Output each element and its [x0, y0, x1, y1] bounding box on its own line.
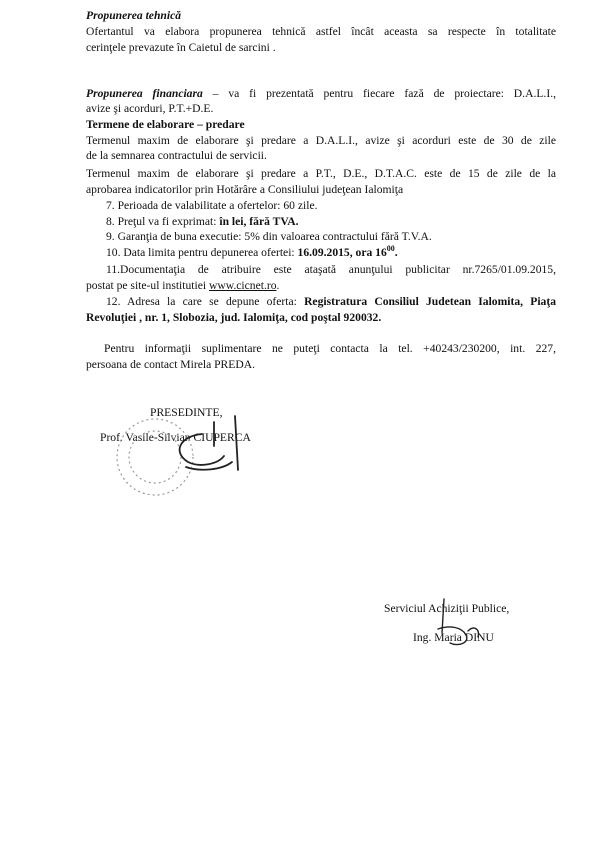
department-signer-name: Ing. Maria DINU — [413, 631, 494, 644]
item-10-date-text: 16.09.2015, ora 16 — [297, 246, 387, 259]
official-stamp — [110, 412, 310, 507]
termene-p1-line1: Termenul maxim de elaborare şi predare a D.A.L.I., avize şi acorduri este de 30 de zile — [86, 134, 556, 147]
financiara-heading: Propunerea financiara — [86, 87, 203, 100]
tehnica-text-line2: cerinţele prevazute în Caietul de sarcini . — [86, 41, 276, 54]
item-12-text: 12. Adresa la care se depune oferta: — [106, 295, 305, 308]
item-11-line1: 11.Documentaţia de atribuire este ataşată anunţului publicitar nr.7265/01.09.2015, — [106, 263, 556, 276]
item-11-line2-text: postat pe site-ul institutiei — [86, 279, 210, 292]
item-10-date — [298, 246, 398, 259]
termene-heading: Termene de elaborare – predare — [86, 118, 245, 131]
item-10 — [106, 245, 398, 260]
item-10-sup: 00 — [386, 244, 395, 253]
item-10-text: 10. Data limita pentru depunerea ofertei: — [106, 246, 298, 259]
contact-line2: persoana de contact Mirela PREDA. — [86, 358, 256, 371]
item-12-line2: Revoluţiei , nr. 1, Slobozia, jud. Ialomiţa, cod poştal 920032. — [86, 311, 382, 324]
item-8-bold: în lei, fără TVA. — [219, 215, 299, 228]
termene-p1-line2: de la semnarea contractului de servicii. — [86, 149, 267, 162]
financiara-line1 — [86, 86, 556, 101]
department-title: Serviciul Achiziţii Publice, — [384, 602, 510, 615]
item-11-line2 — [86, 278, 279, 293]
signature-scribble — [430, 585, 500, 655]
website-link[interactable]: www.cicnet.ro — [209, 279, 277, 292]
financiara-line1-text: – va fi prezentată pentru fiecare fază de proiectare: D.A.L.I., — [202, 87, 556, 100]
item-9: 9. Garanţia de buna executie: 5% din valoarea contractului fără T.V.A. — [106, 230, 432, 243]
tehnica-text-line1: Ofertantul va elabora propunerea tehnică astfel încât aceasta sa respecte în totalitate — [86, 25, 556, 38]
president-title: PRESEDINTE, — [150, 406, 223, 419]
item-12-line1 — [106, 294, 556, 309]
item-8-text: 8. Preţul va fi exprimat: — [106, 215, 220, 228]
termene-p2-line2: aprobarea indicatorilor prin Hotărâre a Consiliului judeţean Ialomiţa — [86, 183, 404, 196]
item-7: 7. Perioada de valabilitate a ofertelor: 60 zile. — [106, 199, 318, 212]
contact-line1: Pentru informaţii suplimentare ne puteţi contacta la tel. +40243/230200, int. 227, — [104, 342, 556, 355]
tehnica-heading: Propunerea tehnică — [86, 9, 182, 22]
item-8 — [106, 214, 298, 229]
termene-p2-line1: Termenul maxim de elaborare şi predare a P.T., D.E., D.T.A.C. este de 15 de zile de la — [86, 167, 556, 180]
item-12-bold: Registratura Consiliul Judetean Ialomita, Piaţa — [304, 295, 556, 308]
item-10-end: . — [394, 246, 398, 259]
item-11-line2-end: . — [276, 279, 280, 292]
financiara-line2: avize şi acorduri, P.T.+D.E. — [86, 102, 214, 115]
president-name: Prof. Vasile-Silvian CIUPERCA — [100, 431, 251, 444]
